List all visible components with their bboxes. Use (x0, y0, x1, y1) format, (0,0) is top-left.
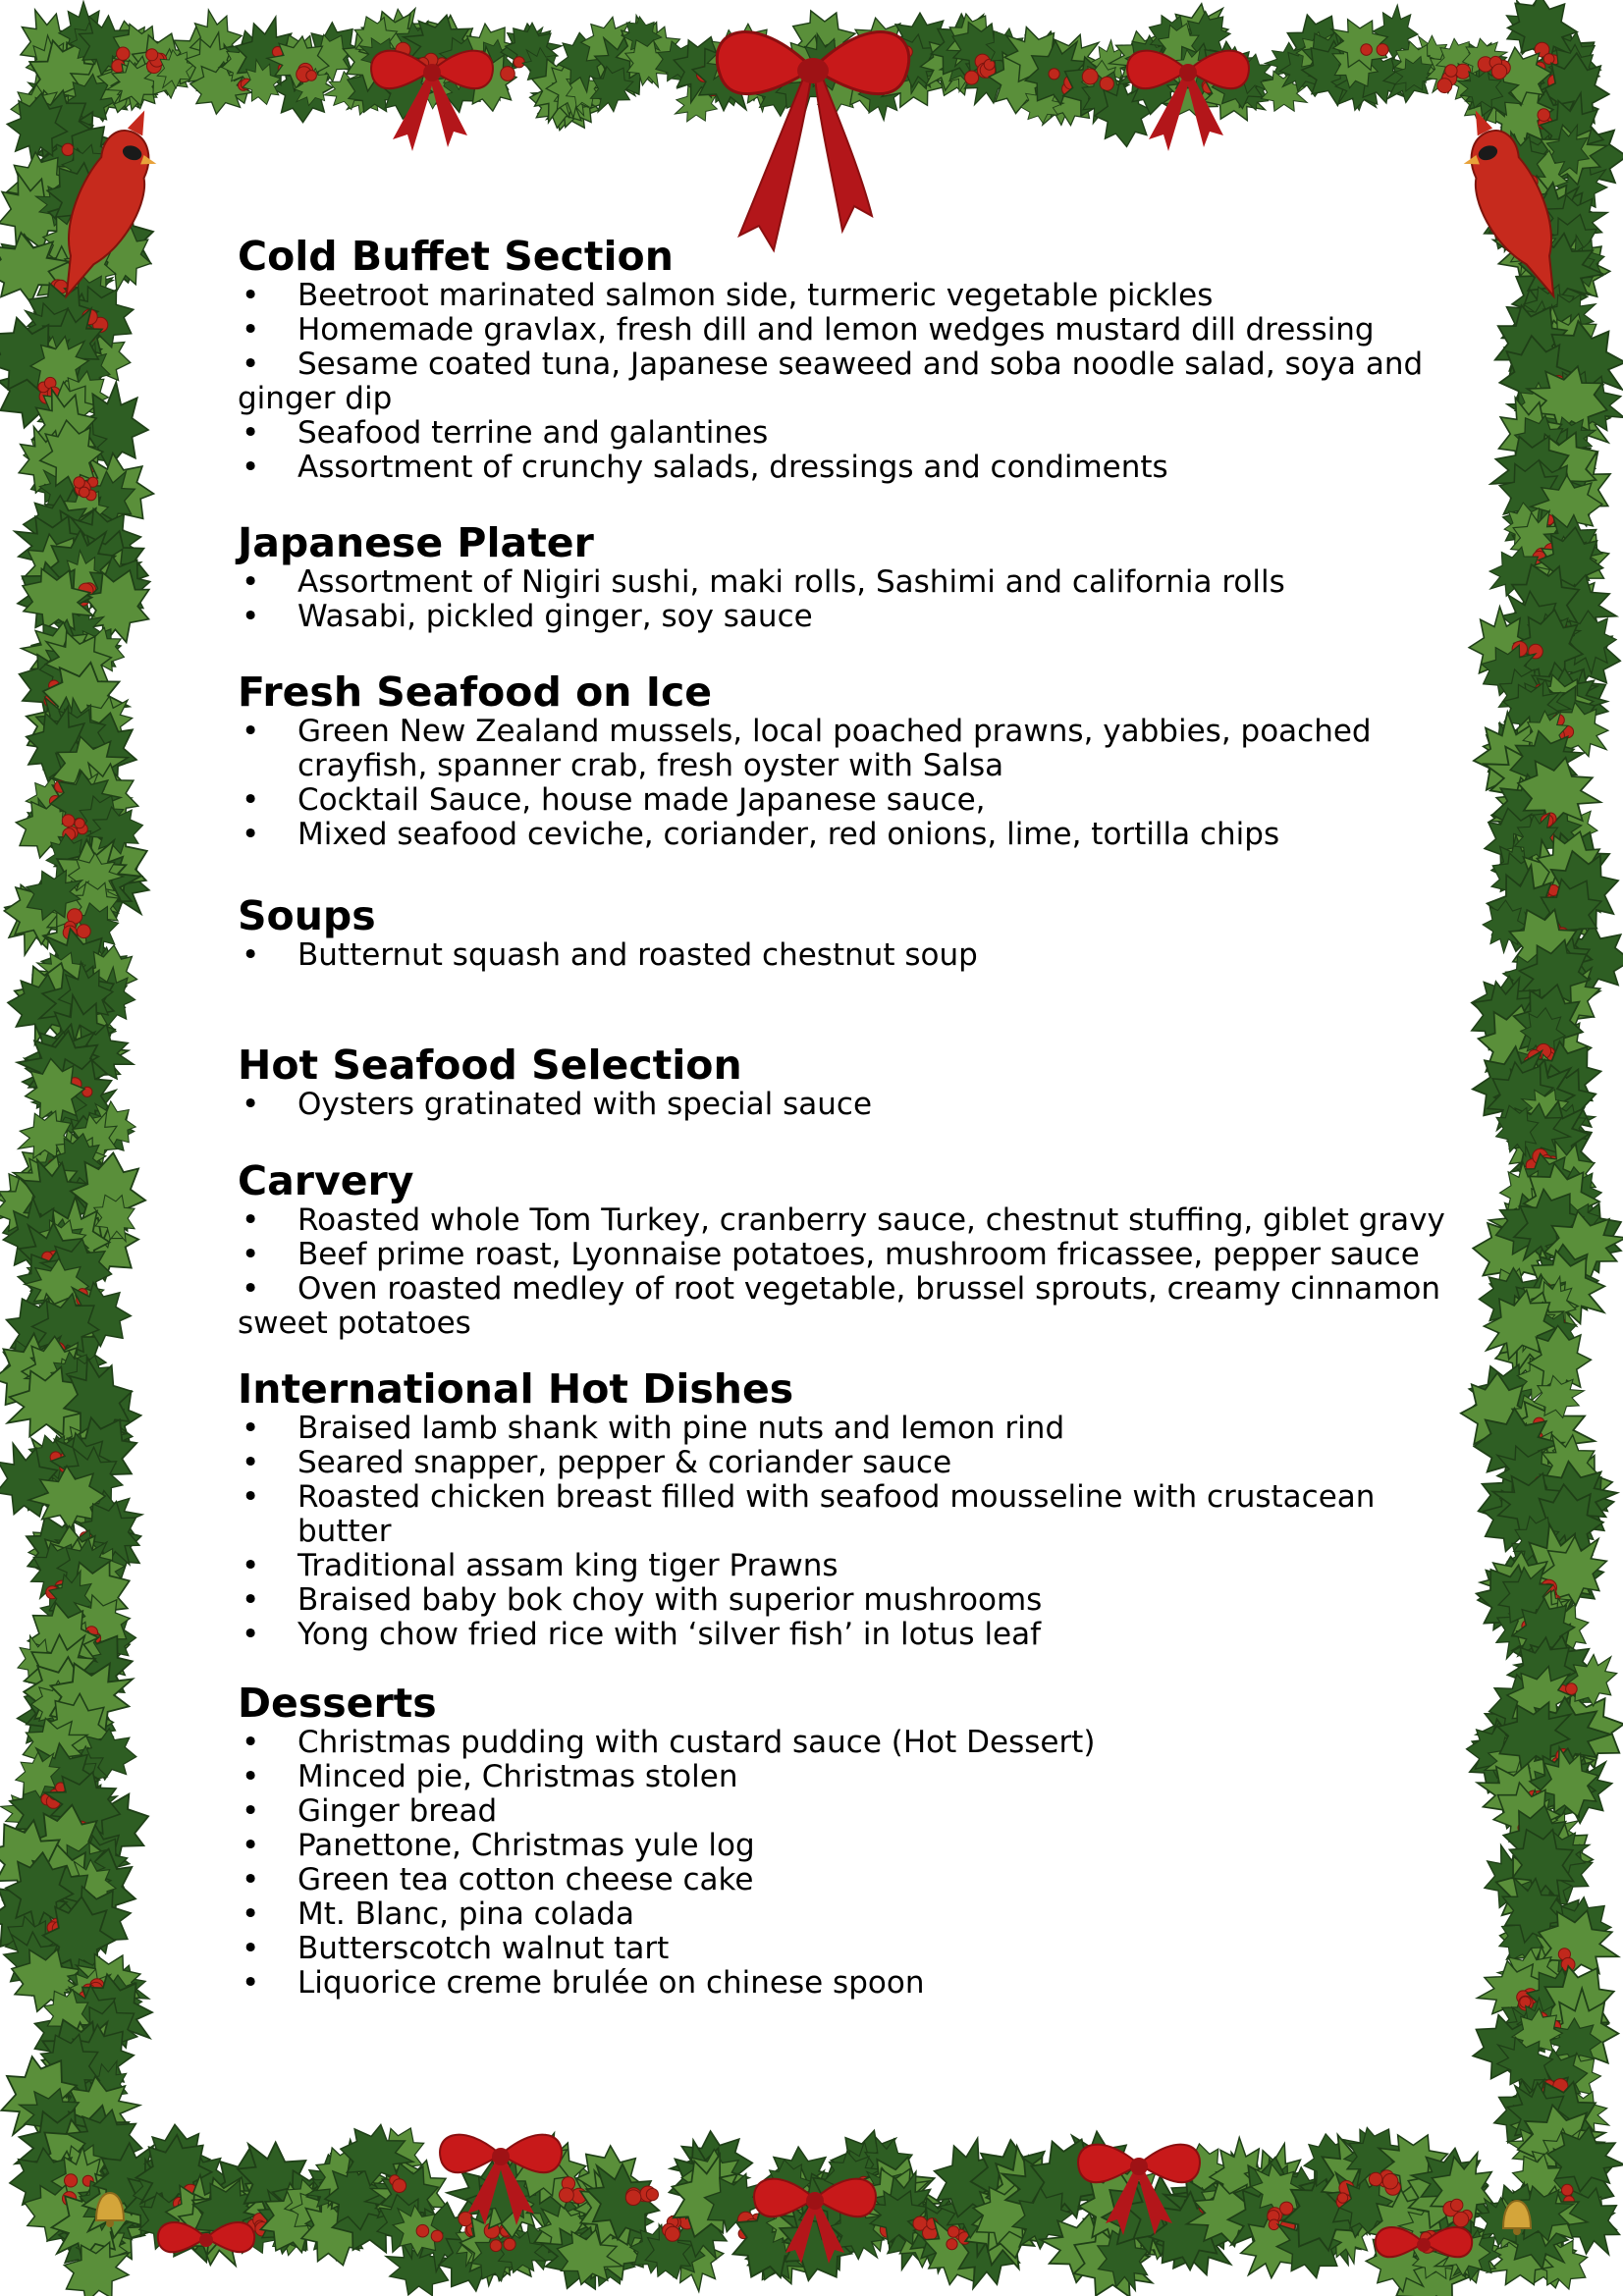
menu-section (238, 893, 1445, 973)
holly-berry-icon (431, 2230, 443, 2242)
menu-item (238, 1726, 1445, 1760)
menu-item-text: Homemade gravlax, fresh dill and lemon wedges mustard dill dressing (298, 312, 1375, 347)
holly-berry-icon (1100, 77, 1113, 90)
item-list (238, 715, 1445, 852)
menu-item (238, 1583, 1445, 1618)
holly-berry-icon (393, 2179, 406, 2193)
holly-berry-icon (62, 815, 75, 828)
holly-berry-icon (146, 49, 158, 61)
holly-berry-icon (1538, 109, 1550, 122)
section-title: Soups (238, 892, 376, 939)
holly-berry-icon (1369, 2172, 1382, 2186)
menu-item (238, 1794, 1445, 1829)
menu-item-text: Yong chow fried rice with ‘silver fish’ in lotus leaf (298, 1617, 1042, 1652)
menu-item-text: Oven roasted medley of root vegetable, brussel sprouts, creamy cinnamon sweet potatoes (238, 1271, 1440, 1341)
menu-item-text: Assortment of crunchy salads, dressings and condiments (298, 450, 1168, 485)
menu-section (238, 669, 1445, 852)
item-list (238, 565, 1445, 634)
menu-item-text: Christmas pudding with custard sauce (Hot Dessert) (298, 1725, 1096, 1760)
menu-section (238, 1042, 1445, 1122)
holly-berry-icon (1543, 54, 1554, 65)
menu-item (238, 1966, 1445, 2001)
holly-berry-icon (490, 2240, 502, 2252)
menu-item (238, 347, 1445, 416)
holly-berry-icon (665, 2226, 679, 2241)
menu-item (238, 1829, 1445, 1863)
menu-item (238, 1088, 1445, 1122)
menu-item-text: Oysters gratinated with special sauce (298, 1087, 873, 1122)
holly-berry-icon (501, 67, 515, 81)
menu-item-text: Braised baby bok choy with superior mushrooms (298, 1582, 1043, 1618)
holly-berry-icon (1377, 44, 1388, 56)
menu-item-text: Roasted whole Tom Turkey, cranberry sauce, chestnut stuffing, giblet gravy (298, 1202, 1445, 1238)
holly-berry-icon (77, 925, 90, 938)
holly-berry-icon (1361, 44, 1373, 56)
holly-berry-icon (947, 2239, 957, 2250)
menu-section (238, 234, 1445, 485)
menu-item-text: Ginger bread (298, 1793, 498, 1829)
menu-item (238, 818, 1445, 852)
menu-item (238, 1618, 1445, 1652)
holly-berry-icon (1445, 65, 1457, 77)
menu-item-text: Butternut squash and roasted chestnut soup (298, 937, 978, 973)
menu-item (238, 451, 1445, 485)
menu-item (238, 938, 1445, 973)
holly-berry-icon (1451, 2199, 1463, 2211)
holly-berry-icon (514, 57, 524, 68)
section-title: Carvery (238, 1157, 414, 1204)
menu-item (238, 313, 1445, 347)
holly-berry-icon (646, 2189, 658, 2201)
item-list (238, 1088, 1445, 1122)
holly-berry-icon (62, 143, 74, 155)
menu-section (238, 520, 1445, 634)
section-title: Desserts (238, 1680, 437, 1727)
right-holly-garland (1452, 0, 1623, 2296)
section-title: Hot Seafood Selection (238, 1041, 742, 1089)
menu-item (238, 1480, 1445, 1549)
item-list (238, 1412, 1445, 1652)
menu-item (238, 1272, 1445, 1341)
menu-item-text: Green tea cotton cheese cake (298, 1862, 754, 1897)
section-title: Cold Buffet Section (238, 233, 674, 280)
holly-berry-icon (1437, 79, 1452, 93)
item-list (238, 279, 1445, 485)
holly-berry-icon (504, 2238, 515, 2250)
menu-item (238, 1863, 1445, 1897)
menu-item-text: Beetroot marinated salmon side, turmeric vegetable pickles (298, 278, 1214, 313)
menu-item (238, 1549, 1445, 1583)
menu-item-text: Assortment of Nigiri sushi, maki rolls, Sashimi and california rolls (298, 564, 1285, 600)
menu-item (238, 1238, 1445, 1272)
menu-section (238, 1366, 1445, 1652)
holly-berry-icon (1453, 2212, 1468, 2226)
holly-berry-icon (1049, 69, 1059, 80)
item-list (238, 1203, 1445, 1341)
holly-berry-icon (625, 2190, 641, 2206)
menu-item (238, 715, 1445, 783)
holly-berry-icon (1566, 1683, 1578, 1695)
menu-section (238, 1158, 1445, 1341)
section-title: International Hot Dishes (238, 1365, 794, 1413)
menu-item-text: Wasabi, pickled ginger, soy sauce (298, 599, 813, 634)
menu-item-text: Beef prime roast, Lyonnaise potatoes, mushroom fricassee, pepper sauce (298, 1237, 1420, 1272)
holly-berry-icon (80, 487, 90, 498)
menu-section (238, 1681, 1445, 2001)
holly-berry-icon (1491, 64, 1506, 79)
left-holly-garland (0, 0, 171, 2280)
menu-item (238, 1760, 1445, 1794)
menu-item-text: Liquorice creme brulée on chinese spoon (298, 1965, 925, 2001)
holly-berry-icon (459, 2212, 472, 2225)
menu-item (238, 783, 1445, 818)
holly-berry-icon (1382, 2173, 1398, 2189)
menu-item (238, 600, 1445, 634)
menu-item-text: Traditional assam king tiger Prawns (298, 1548, 839, 1583)
holly-berry-icon (1337, 2193, 1347, 2203)
holly-berry-icon (560, 2188, 574, 2203)
holly-berry-icon (306, 71, 317, 81)
menu-item-text: Panettone, Christmas yule log (298, 1828, 755, 1863)
holly-berry-icon (75, 819, 84, 828)
menu-item (238, 1203, 1445, 1238)
section-title: Japanese Plater (238, 519, 594, 566)
menu-item (238, 416, 1445, 451)
menu-item-text: Green New Zealand mussels, local poached prawns, yabbies, poached crayfish, spanner crab, fresh oyster with Salsa (298, 714, 1372, 783)
menu-item-text: Mt. Blanc, pina colada (298, 1896, 634, 1932)
menu-item-text: Seafood terrine and galantines (298, 415, 769, 451)
item-list (238, 938, 1445, 973)
menu-item-text: Butterscotch walnut tart (298, 1931, 670, 1966)
menu-item-text: Sesame coated tuna, Japanese seaweed and soba noodle salad, soya and ginger dip (238, 347, 1424, 416)
menu-item (238, 1412, 1445, 1446)
holly-berry-icon (1561, 2184, 1573, 2196)
menu-item-text: Mixed seafood ceviche, coriander, red onions, lime, tortilla chips (298, 817, 1280, 852)
menu-item-text: Minced pie, Christmas stolen (298, 1759, 738, 1794)
holly-berry-icon (65, 2174, 78, 2187)
red-ribbon-bow-icon (717, 32, 908, 250)
menu-item (238, 1446, 1445, 1480)
holly-berry-icon (416, 2224, 429, 2237)
item-list (238, 1726, 1445, 2001)
menu-item-text: Cocktail Sauce, house made Japanese sauce, (298, 782, 986, 818)
holly-berry-icon (965, 71, 979, 84)
section-title: Fresh Seafood on Ice (238, 668, 713, 716)
menu-item-text: Seared snapper, pepper & coriander sauce (298, 1445, 952, 1480)
holly-berry-icon (74, 477, 84, 488)
menu-item (238, 279, 1445, 313)
holly-berry-icon (1082, 69, 1098, 84)
menu-item (238, 1932, 1445, 1966)
menu-item (238, 1897, 1445, 1932)
menu-item-text: Roasted chicken breast filled with seafood mousseline with crustacean butter (298, 1479, 1376, 1549)
holly-berry-icon (117, 47, 130, 60)
menu-item-text: Braised lamb shank with pine nuts and lemon rind (298, 1411, 1065, 1446)
menu-item (238, 565, 1445, 600)
holly-berry-icon (947, 2226, 959, 2238)
